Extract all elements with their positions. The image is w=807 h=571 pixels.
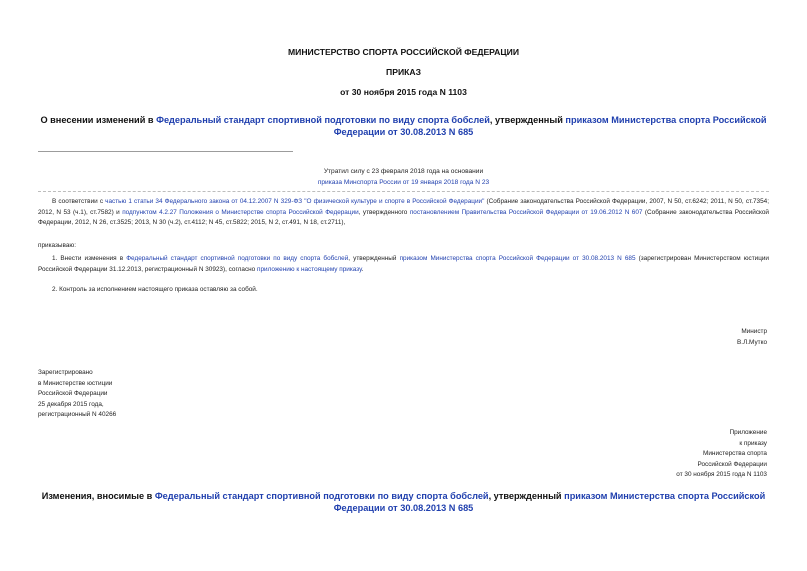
- bottom-title-link-standard[interactable]: Федеральный стандарт спортивной подготовки по виду спорта бобслей: [154, 491, 489, 501]
- link-government-decree[interactable]: постановлением Правительства Российской Федерации от 19.06.2012 N 607: [409, 208, 643, 216]
- registration-line-5: регистрационный N 40266: [38, 411, 117, 419]
- item1-text-3: (зарегистрирован Министерством юстиции Российской Федерации 31.12.2013, регистрационный N 30923), согласно: [38, 255, 769, 273]
- appendix-line-5: от 30 ноября 2015 года N 1103: [676, 471, 767, 479]
- appendix-line-2: к приказу: [739, 439, 767, 447]
- appendix-title: [40, 490, 767, 514]
- title-prefix: О внесении изменений в: [40, 115, 157, 125]
- appendix-block: [567, 428, 767, 481]
- title-link-order[interactable]: приказом Министерства спорта Российской Федерации от 30.08.2013 N 685: [333, 115, 767, 137]
- item1-text-1: 1. Внести изменения в: [52, 255, 127, 262]
- preamble-text-4: (Собрание законодательства Российской Федерации, 2012, N 26, ст.3525; 2013, N 30 (ч.2), ст.4112; N 45, ст.5822; 2015, N 2, ст.491, N 18, ст.2711),: [38, 208, 770, 227]
- status-note-text: Утратил силу с 23 февраля 2018 года на основании: [323, 168, 484, 175]
- order-word: приказываю:: [38, 242, 76, 249]
- divider-dashed: [38, 191, 769, 192]
- preamble-paragraph: [38, 197, 769, 229]
- divider-short: [38, 151, 293, 152]
- item1-link-standard[interactable]: Федеральный стандарт спортивной подготовки по виду спорта бобслей: [126, 255, 349, 262]
- bottom-title-prefix: Изменения, вносимые в: [41, 491, 155, 501]
- item1-text-2: , утвержденный: [348, 255, 400, 262]
- item-2-paragraph: 2. Контроль за исполнением настоящего приказа оставляю за собой.: [52, 286, 258, 293]
- doc-type-heading: ПРИКАЗ: [386, 67, 421, 77]
- registration-line-3: Российской Федерации: [38, 390, 108, 398]
- bottom-title-link-order[interactable]: приказом Министерства спорта Российской Федерации от 30.08.2013 N 685: [333, 491, 766, 513]
- item-1-paragraph: [38, 254, 769, 275]
- registration-line-1: Зарегистрировано: [38, 369, 93, 376]
- preamble-text-1: В соответствии с: [52, 198, 106, 205]
- registration-block: [38, 368, 238, 421]
- link-federal-law[interactable]: частью 1 статьи 34 Федерального закона от 04.12.2007 N 329-ФЗ "О физической культуре и спорте в Российской Федерации": [105, 198, 485, 205]
- appendix-line-1: Приложение: [729, 429, 767, 436]
- item1-link-order[interactable]: приказом Министерства спорта Российской Федерации от 30.08.2013 N 685: [399, 255, 636, 262]
- signature-position: Министр: [741, 328, 767, 335]
- ministry-heading: МИНИСТЕРСТВО СПОРТА РОССИЙСКОЙ ФЕДЕРАЦИИ: [287, 47, 519, 57]
- appendix-line-4: Российской Федерации: [697, 460, 767, 468]
- item1-text-4: .: [361, 265, 364, 273]
- appendix-line-3: Министерства спорта: [703, 450, 767, 458]
- title-middle: , утвержденный: [489, 115, 566, 125]
- preamble-text-3: , утвержденного: [358, 208, 410, 216]
- signature-block: [600, 327, 767, 348]
- registration-line-2: в Министерстве юстиции: [38, 379, 113, 387]
- signature-name: В.Л.Мутко: [737, 338, 767, 346]
- preamble-text-2: (Собрание законодательства Российской Федерации, 2007, N 50, ст.6242; 2011, N 50, ст.7354; 2012, N 53 (ч.1), ст.7582) и: [38, 198, 769, 216]
- bottom-title-middle: , утвержденный: [488, 491, 565, 501]
- status-note: [260, 166, 547, 188]
- title-link-standard[interactable]: Федеральный стандарт спортивной подготовки по виду спорта бобслей: [156, 115, 490, 125]
- registration-line-4: 25 декабря 2015 года,: [38, 400, 104, 408]
- status-note-link[interactable]: приказа Минспорта России от 19 января 2018 года N 23: [317, 179, 490, 186]
- date-number-heading: от 30 ноября 2015 года N 1103: [340, 87, 467, 97]
- link-regulation-subclause[interactable]: подпунктом 4.2.27 Положения о Министерстве спорта Российской Федерации: [122, 208, 359, 216]
- item1-link-appendix[interactable]: приложению к настоящему приказу: [257, 265, 362, 273]
- document-title: [40, 114, 767, 138]
